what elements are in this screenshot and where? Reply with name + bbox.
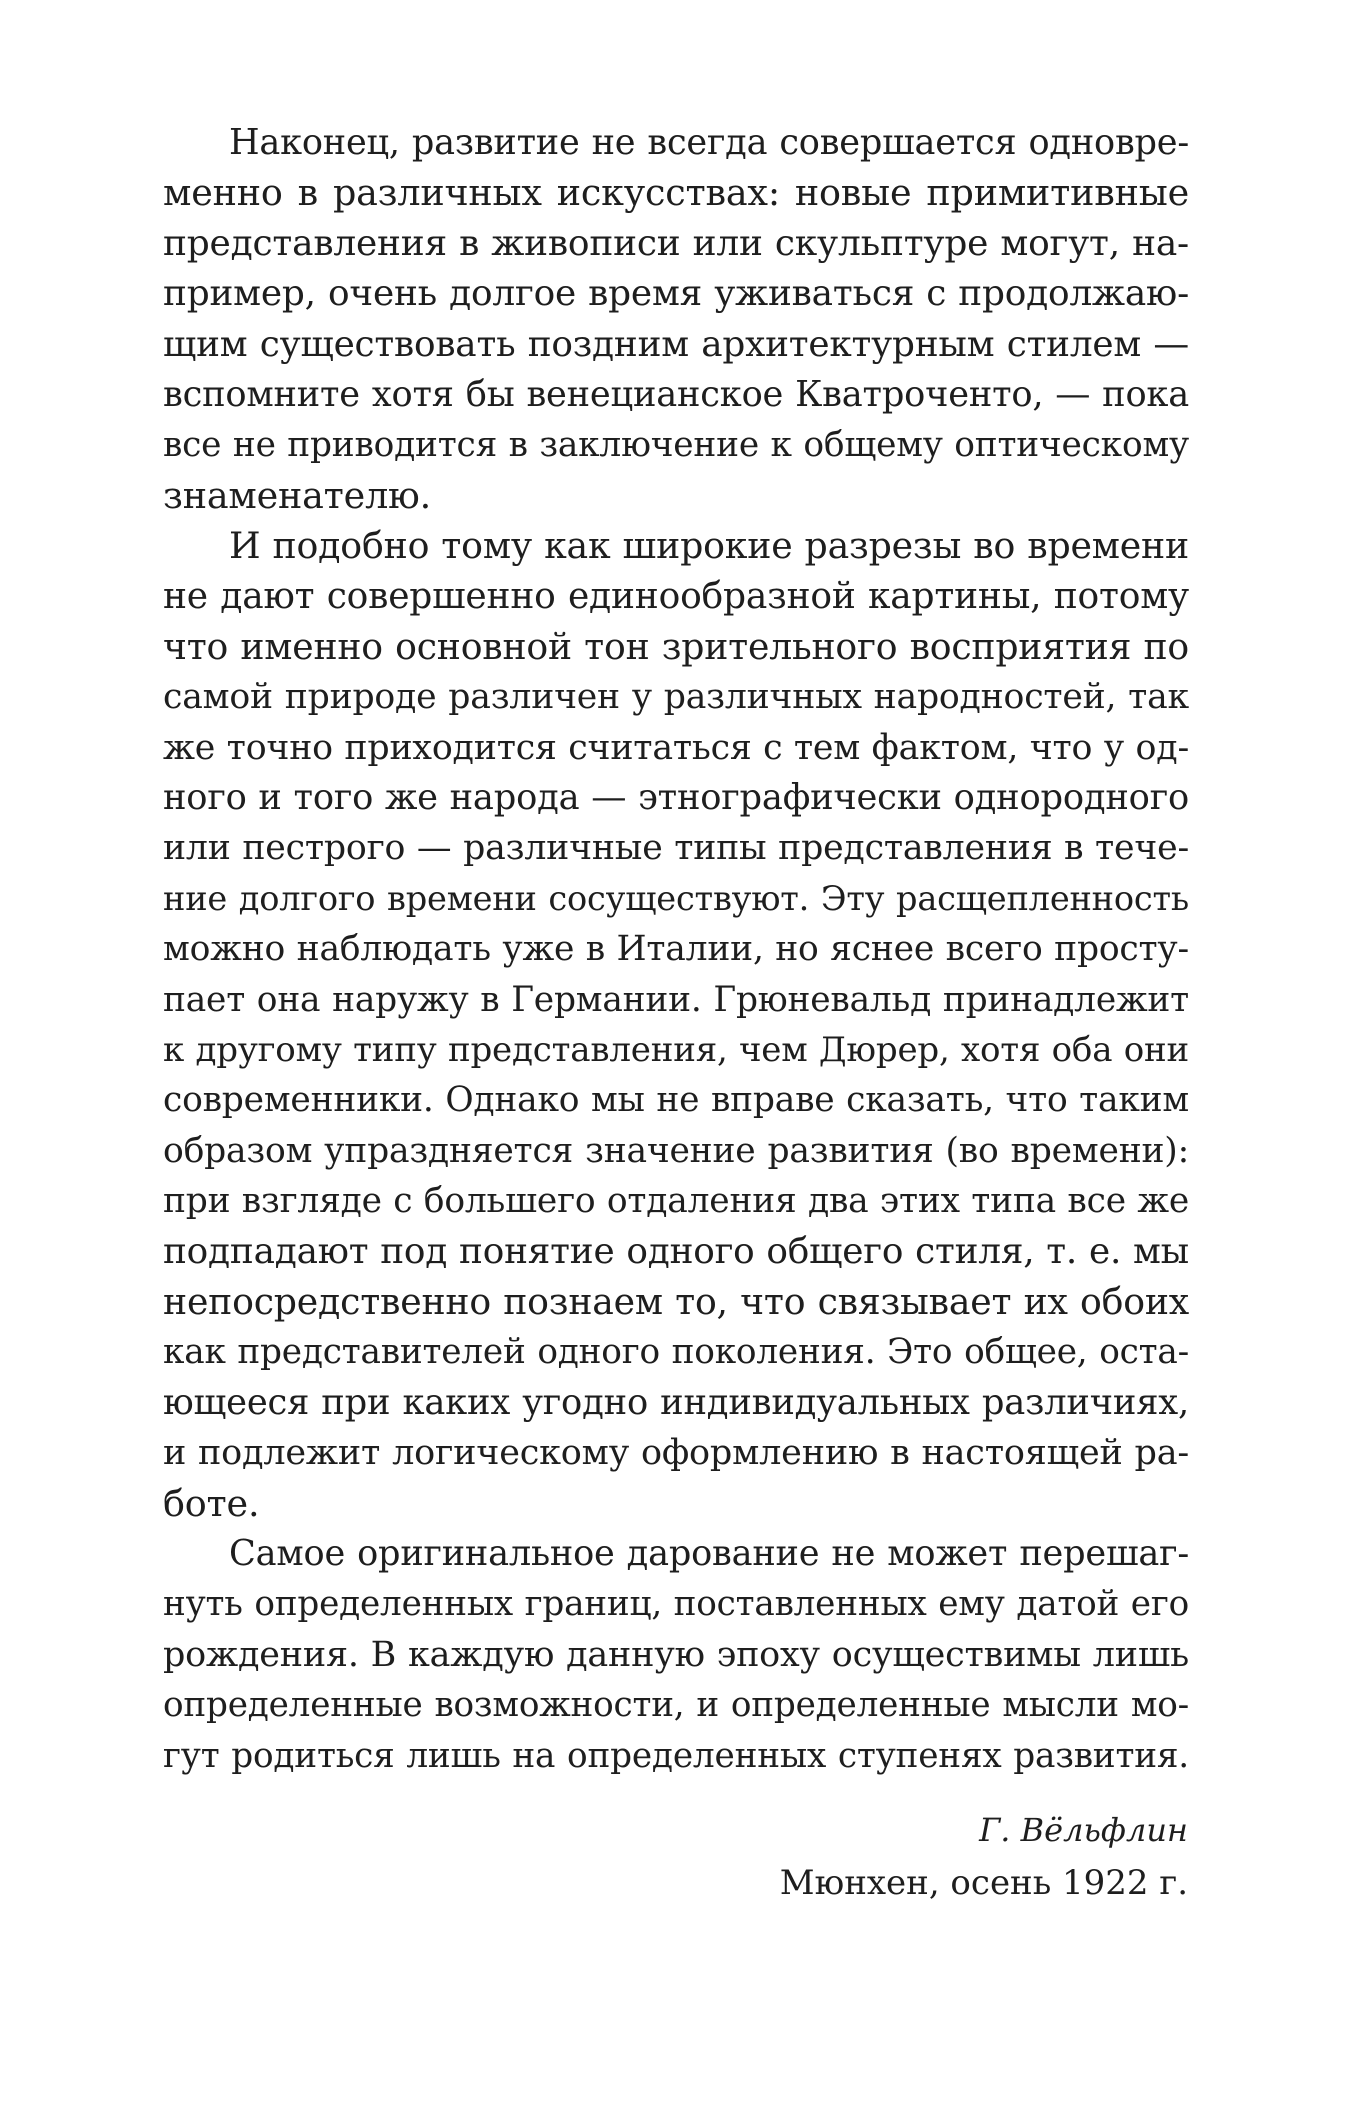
text-line: знаменателю. [163, 473, 432, 517]
text-line: ного и того же народа — этнографически однородного [163, 777, 1189, 819]
text-line: Самое оригинальное дарование не может перешаг- [229, 1532, 1189, 1574]
paragraph-3 [163, 1529, 1189, 1781]
text-line: Наконец, развитие не всегда совершается одновре- [229, 122, 1189, 163]
text-line: щим существовать поздним архитектурным стилем — [163, 323, 1189, 365]
text-line: самой природе различен у различных народностей, так [163, 677, 1189, 718]
text-line: можно наблюдать уже в Италии, но яснее всего просту- [163, 929, 1189, 970]
text-line: подпадают под понятие одного общего стиля, т. е. мы [163, 1230, 1189, 1272]
text-line: же точно приходится считаться с тем фактом, что у од- [163, 727, 1189, 768]
text-line: все не приводится в заключение к общему оптическому [163, 425, 1189, 466]
text-line: И подобно тому как широкие разрезы во времени [229, 524, 1189, 568]
text-line: к другому типу представления, чем Дюрер, хотя оба они [163, 1030, 1189, 1071]
body-text [163, 118, 1189, 1781]
text-line: как представителей одного поколения. Это общее, оста- [163, 1332, 1189, 1373]
author-signature: Г. Вёльфлин [979, 1811, 1188, 1849]
text-line: нуть определенных границ, поставленных ему датой его [163, 1584, 1189, 1625]
text-line: определенные возможности, и определенные мысли мо- [163, 1685, 1189, 1726]
text-line: пример, очень долгое время уживаться с продолжаю- [163, 273, 1189, 315]
text-line: не дают совершенно единообразной картины, потому [163, 575, 1189, 617]
text-line: вспомните хотя бы венецианское Кватроченто, — пока [163, 373, 1189, 415]
text-line: гут родиться лишь на определенных ступенях развития. [163, 1735, 1189, 1776]
paragraph-1 [163, 118, 1189, 521]
text-line: ние долгого времени сосуществуют. Эту расщепленность [163, 878, 1189, 918]
text-line: боте. [163, 1481, 260, 1525]
text-line: ющееся при каких угодно индивидуальных различиях, [163, 1381, 1189, 1423]
text-line: рождения. В каждую данную эпоху осуществимы лишь [163, 1634, 1189, 1675]
text-line: образом упраздняется значение развития (во времени): [163, 1130, 1189, 1171]
text-line: или пестрого — различные типы представления в тече- [163, 828, 1189, 869]
paragraph-2 [163, 521, 1189, 1529]
text-line: пает она наружу в Германии. Грюневальд принадлежит [163, 979, 1189, 1020]
text-line: менно в различных искусствах: новые примитивные [163, 171, 1189, 215]
text-line: представления в живописи или скульптуре могут, на- [163, 222, 1189, 264]
text-line: при взгляде с большего отдаления два этих типа все же [163, 1181, 1189, 1222]
place-and-date: Мюнхен, осень 1922 г. [779, 1863, 1188, 1903]
text-line: что именно основной тон зрительного восприятия по [163, 624, 1189, 668]
text-line: и подлежит логическому оформлению в настоящей ра- [163, 1433, 1189, 1474]
text-line: современники. Однако мы не вправе сказать, что таким [163, 1080, 1189, 1121]
text-line: непосредственно познаем то, что связывает их обоих [163, 1279, 1189, 1323]
